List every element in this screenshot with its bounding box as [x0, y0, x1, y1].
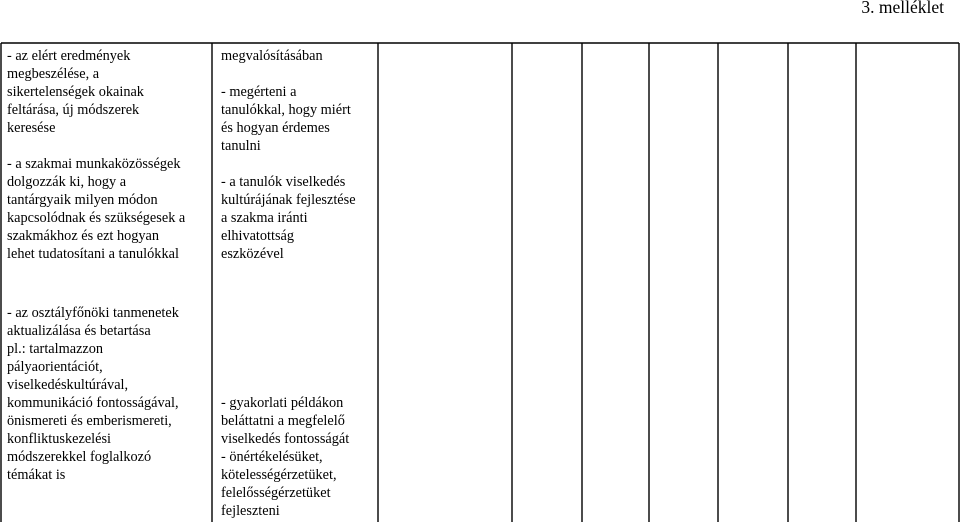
row1-objectives-cell: - az elért eredmények megbeszélése, a sikertelenségek okainak feltárása, új módszerek keresése - a szakmai munkaközösségek dolgozzák ki, hogy a tantárgyaik milyen módon kapcsolódnak és szükségesek a szakmákhoz és ezt hogyan lehet tudatosítani a tanulókkal — [7, 48, 186, 262]
annex-label: 3. melléklet — [861, 0, 944, 17]
row1-goals-cell: megvalósításában - megérteni a tanulókkal, hogy miért és hogyan érdemes tanulni - a tanulók viselkedés kultúrájának fejlesztése a szakma iránti elhivatottság eszközével — [221, 48, 356, 262]
row2-goals-cell: - gyakorlati példákon beláttatni a megfelelő viselkedés fontosságát - önértékelésüket, kötelességérzetüket, felelősségérzetüket fejleszteni — [221, 395, 350, 519]
row2-objectives-cell: - az osztályfőnöki tanmenetek aktualizálása és betartása pl.: tartalmazzon pályaorientációt, viselkedéskultúrával, kommunikáció fontosságával, önismereti és emberismereti, konfliktuskezelési módszerekkel foglalkozó témákat is — [7, 305, 179, 483]
